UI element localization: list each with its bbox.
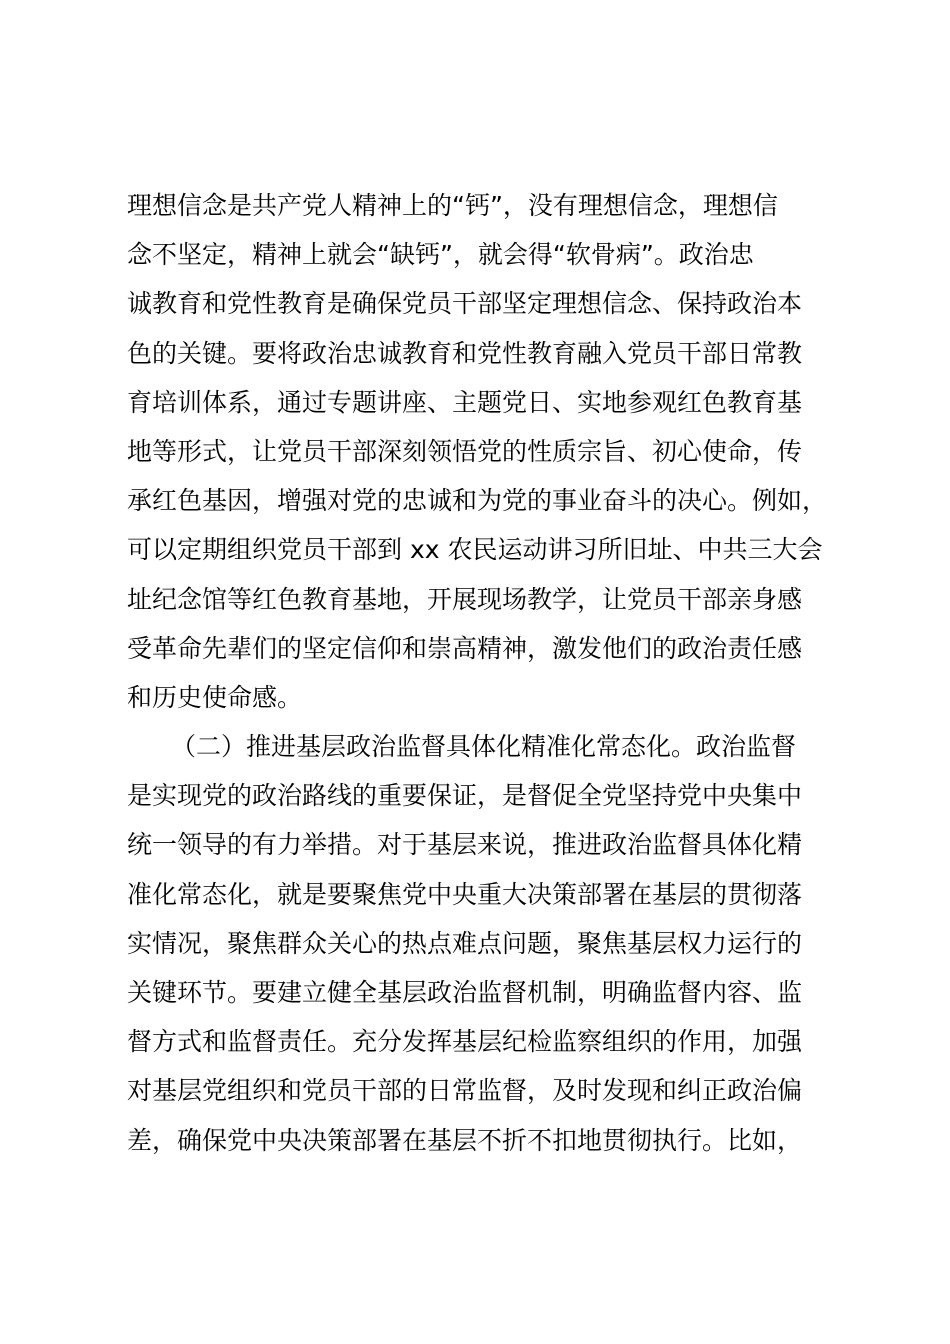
text-line: 址纪念馆等红色教育基地，开展现场教学，让党员干部亲身感 [127, 584, 803, 614]
text-line: 实情况，聚焦群众关心的热点难点问题，聚焦基层权力运行的 [127, 928, 803, 958]
text-line: 准化常态化，就是要聚焦党中央重大决策部署在基层的贯彻落 [127, 879, 803, 909]
text-line: 育培训体系，通过专题讲座、主题党日、实地参观红色教育基 [127, 387, 803, 417]
text-line: 督方式和监督责任。充分发挥基层纪检监察组织的作用，加强 [127, 1027, 803, 1057]
text-line: 统一领导的有力举措。对于基层来说，推进政治监督具体化精 [127, 830, 803, 860]
text-line: 对基层党组织和党员干部的日常监督，及时发现和纠正政治偏 [127, 1076, 803, 1106]
text-line: 关键环节。要建立健全基层政治监督机制，明确监督内容、监 [127, 978, 803, 1007]
text-line: 是实现党的政治路线的重要保证，是督促全党坚持党中央集中 [127, 781, 803, 811]
body-text [127, 181, 827, 1165]
text-line: 色的关键。要将政治忠诚教育和党性教育融入党员干部日常教 [127, 338, 803, 368]
text-line: 差，确保党中央决策部署在基层不折不扣地贯彻执行。比如， [127, 1125, 803, 1155]
text-line: 理想信念是共产党人精神上的“钙”，没有理想信念，理想信 [127, 191, 778, 220]
text-line: 诚教育和党性教育是确保党员干部坚定理想信念、保持政治本 [127, 289, 803, 319]
text-line: 和历史使命感。 [127, 682, 303, 712]
section-heading-line: （二）推进基层政治监督具体化精准化常态化。政治监督 [171, 732, 797, 762]
text-line: 承红色基因，增强对党的忠诚和为党的事业奋斗的决心。例如， [127, 486, 828, 516]
text-line: 地等形式，让党员干部深刻领悟党的性质宗旨、初心使命，传 [127, 436, 803, 466]
text-line: 念不坚定，精神上就会“缺钙”，就会得“软骨病”。政治忠 [127, 240, 754, 270]
text-line: 受革命先辈们的坚定信仰和崇高精神，激发他们的政治责任感 [127, 633, 803, 663]
text-line: 可以定期组织党员干部到 xx 农民运动讲习所旧址、中共三大会 [127, 535, 823, 565]
